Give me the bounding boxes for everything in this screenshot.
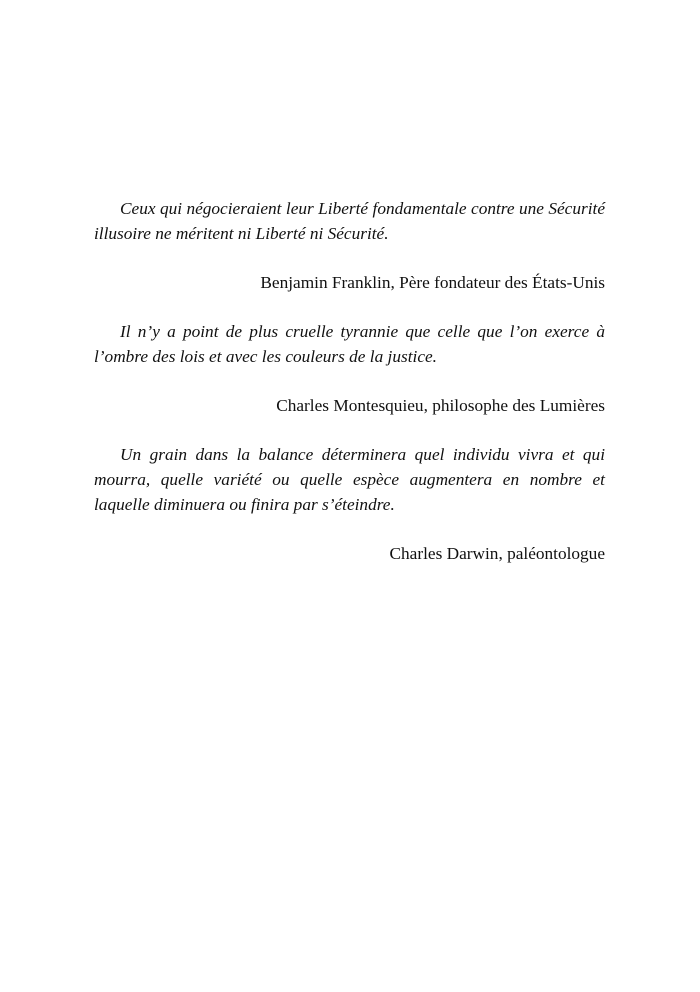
spacer (94, 418, 605, 442)
epigraph-author-montesquieu: Charles Montesquieu, philosophe des Lumières (276, 396, 605, 415)
epigraph-quote-darwin: Un grain dans la balance déterminera quel individu vivra et qui mourra, quelle variété ou quelle espèce augmentera en nombre et laquelle diminuera ou finira par s’éteindre. (94, 445, 605, 514)
spacer (94, 517, 605, 541)
epigraph-quote-montesquieu: Il n’y a point de plus cruelle tyrannie que celle que l’on exerce à l’ombre des lois et avec les couleurs de la justice. (94, 322, 605, 366)
epigraph-author-franklin: Benjamin Franklin, Père fondateur des États-Unis (260, 273, 605, 292)
epigraph-section (94, 196, 605, 566)
epigraph-author-darwin: Charles Darwin, paléontologue (389, 544, 605, 563)
epigraph-quote-franklin: Ceux qui négocieraient leur Liberté fondamentale contre une Sécurité illusoire ne méritent ni Liberté ni Sécurité. (94, 199, 605, 243)
spacer (94, 246, 605, 270)
spacer (94, 369, 605, 393)
spacer (94, 295, 605, 319)
